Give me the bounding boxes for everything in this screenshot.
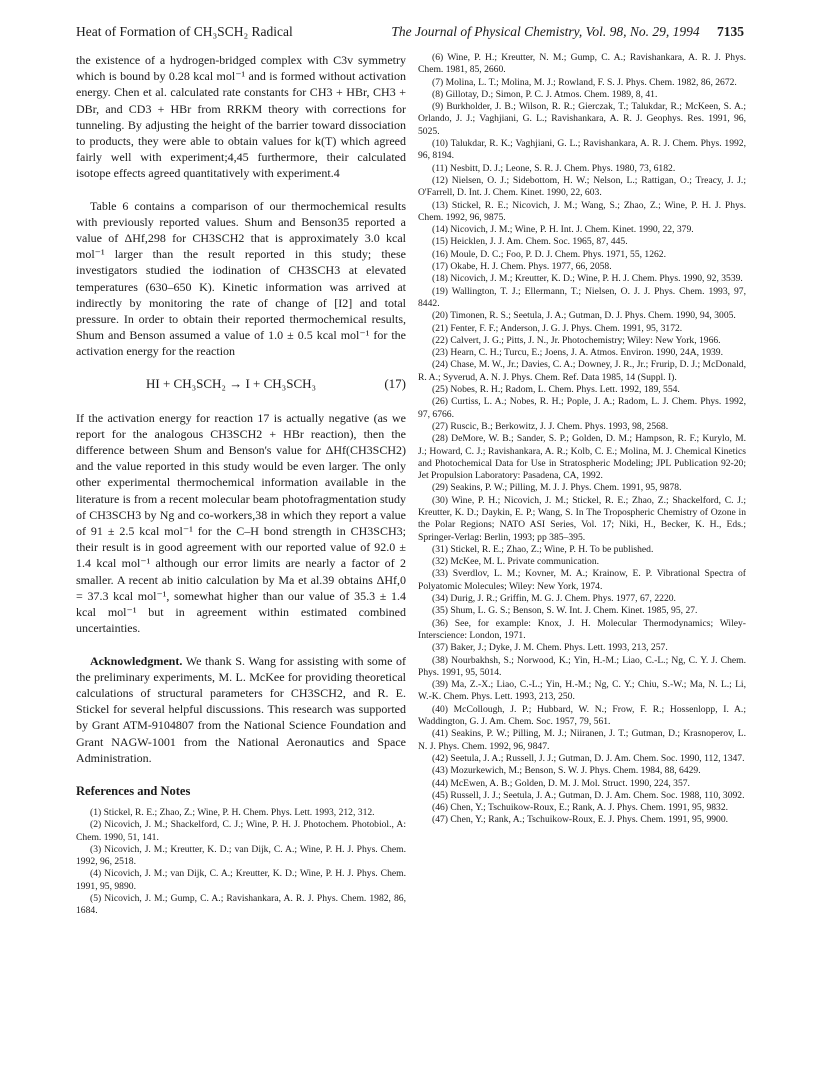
- equation-text: HI + CH₃SCH₂ → I + CH₃SCH₃: [146, 375, 317, 391]
- reference-item: (10) Talukdar, R. K.; Vaghjiani, G. L.; Ravishankara, A. R. J. Chem. Phys. 1992, 96, 8194.: [418, 138, 746, 162]
- body-paragraph-1: the existence of a hydrogen-bridged complex with C3v symmetry which is bound by 0.28 kcal mol⁻¹ and is formed without activation energy. Chen et al. calculated rate constants for CH3 + HBr, CH3 + DBr, and CD3 + HBr from RRKM theory with corrections for tunneling. By adjusting the height of the barrier toward dissociation to products, they were able to obtain values for k(T) which agreed fairly well with experiment;4,45 furthermore, their calculated isotope effects agreed quantitatively with experiment.4: [76, 53, 406, 181]
- reference-item: (1) Stickel, R. E.; Zhao, Z.; Wine, P. H. Chem. Phys. Lett. 1993, 212, 312.: [90, 806, 375, 818]
- page-number: 7135: [717, 24, 744, 39]
- reference-item: (46) Chen, Y.; Tschuikow-Roux, E.; Rank, A. J. Phys. Chem. 1991, 95, 9832.: [432, 802, 729, 814]
- reference-item: (34) Durig, J. R.; Griffin, M. G. J. Chem. Phys. 1977, 67, 2220.: [432, 593, 676, 605]
- reference-item: (25) Nobes, R. H.; Radom, L. Chem. Phys. Lett. 1992, 189, 554.: [432, 384, 680, 396]
- reference-item: (21) Fenter, F. F.; Anderson, J. G. J. Phys. Chem. 1991, 95, 3172.: [432, 322, 683, 334]
- reference-item: (30) Wine, P. H.; Nicovich, J. M.; Stickel, R. E.; Zhao, Z.; Shackelford, C. J.; Kreutter, K. D.; Daykin, E. P.; Wang, S. In The Tropospheric Chemistry of Ozone in the Polar Regions; NATO ASI Series, Vol. 17; Niki, H., Becker, K. H., Eds.; Springer-Verlag: Berlin, 1993; pp 385–395.: [418, 494, 746, 543]
- reference-item: (32) McKee, M. L. Private communication.: [432, 556, 600, 568]
- equation-number: (17): [384, 375, 406, 391]
- reference-item: (20) Timonen, R. S.; Seetula, J. A.; Gutman, D. J. Phys. Chem. 1990, 94, 3005.: [432, 310, 736, 322]
- reference-item: (36) See, for example: Knox, J. H. Molecular Thermodynamics; Wiley-Interscience: London, 1971.: [418, 617, 746, 641]
- references-heading: References and Notes: [76, 783, 191, 798]
- reference-item: (31) Stickel, R. E.; Zhao, Z.; Wine, P. H. To be published.: [432, 543, 654, 555]
- running-title: Heat of Formation of CH₃SCH₂ Radical: [76, 24, 293, 39]
- reference-item: (12) Nielsen, O. J.; Sidebottom, H. W.; Nelson, L.; Rattigan, O.; Treacy, J. J.; O'Farrell, D. Int. J. Chem. Kinet. 1990, 22, 603.: [418, 174, 746, 199]
- right-column: [418, 52, 746, 827]
- reference-item: (17) Okabe, H. J. Chem. Phys. 1977, 66, 2058.: [432, 261, 612, 273]
- reference-item: (8) Gillotay, D.; Simon, P. C. J. Atmos. Chem. 1989, 8, 41.: [432, 88, 658, 100]
- acknowledgment: [76, 653, 406, 766]
- references-list-left: [76, 807, 406, 918]
- reference-item: (41) Seakins, P. W.; Pilling, M. J.; Niiranen, J. T.; Gutman, D.; Krasnoperov, L. N. J. Phys. Chem. 1992, 96, 9847.: [418, 728, 746, 752]
- left-column: [76, 52, 406, 918]
- reference-item: (27) Ruscic, B.; Berkowitz, J. J. Chem. Phys. 1993, 98, 2568.: [432, 420, 669, 432]
- reference-item: (38) Nourbakhsh, S.; Norwood, K.; Yin, H.-M.; Liao, C.-L.; Ng, C. Y. J. Chem. Phys. 1991, 95, 5014.: [418, 654, 746, 678]
- reference-item: (24) Chase, M. W., Jr.; Davies, C. A.; Downey, J. R., Jr.; Frurip, D. J.; McDonald, R. A.; Syverud, A. N. J. Phys. Chem. Ref. Data 1985, 14 (Suppl. I).: [418, 359, 746, 383]
- reference-item: (6) Wine, P. H.; Kreutter, N. M.; Gump, C. A.; Ravishankara, A. R. J. Phys. Chem. 1981, 85, 2660.: [418, 52, 746, 76]
- equation-17: [76, 376, 406, 392]
- journal-header: [391, 24, 744, 40]
- acknowledgment-heading: Acknowledgment.: [90, 653, 183, 668]
- reference-item: (19) Wallington, T. J.; Ellermann, T.; Nielsen, O. J. J. Phys. Chem. 1993, 97, 8442.: [418, 285, 746, 309]
- reference-item: (3) Nicovich, J. M.; Kreutter, K. D.; van Dijk, C. A.; Wine, P. H. J. Phys. Chem. 1992, 96, 2518.: [76, 843, 406, 868]
- references-list-right: [418, 52, 746, 827]
- reference-item: (47) Chen, Y.; Rank, A.; Tschuikow-Roux, E. J. Phys. Chem. 1991, 95, 9900.: [432, 814, 729, 826]
- reference-item: (42) Seetula, J. A.; Russell, J. J.; Gutman, D. J. Am. Chem. Soc. 1990, 112, 1347.: [432, 752, 745, 764]
- reference-item: (37) Baker, J.; Dyke, J. M. Chem. Phys. Lett. 1993, 213, 257.: [432, 642, 668, 654]
- reference-item: (14) Nicovich, J. M.; Wine, P. H. Int. J. Chem. Kinet. 1990, 22, 379.: [432, 224, 694, 236]
- reference-item: (44) McEwen, A. B.; Golden, D. M. J. Mol. Struct. 1990, 224, 357.: [432, 777, 690, 789]
- reference-item: (40) McCollough, J. P.; Hubbard, W. N.; Frow, F. R.; Hossenlopp, I. A.; Waddington, G. J. Am. Chem. Soc. 1957, 79, 561.: [418, 703, 746, 728]
- reference-item: (35) Shum, L. G. S.; Benson, S. W. Int. J. Chem. Kinet. 1985, 95, 27.: [432, 605, 698, 617]
- body-paragraph-3: If the activation energy for reaction 17 is actually negative (as we report for the analogous CH3SCH2 + HBr reaction), then the difference between Shum and Benson's value for ΔHf(CH3SCH2) and the value reported in this study would be even larger. The only other experimental thermochemical information available in the literature is from a recent molecular beam photofragmentation study of CH3SCH3 by Ng and co-workers,38 in which they report a value of 91 ± 2.5 kcal mol⁻¹ for the C–H bond strength in CH3SCH3; their result is in good agreement with our reported value of 92.0 ± 1.4 kcal mol⁻¹ although our error limits are nearly a factor of 2 smaller. A recent ab initio calculation by Ma et al.39 obtains ΔHf,0 = 37.3 kcal mol⁻¹, somewhat higher than our value of 35.3 ± 1.4 kcal mol⁻¹ but in agreement within estimated combined uncertainties.: [76, 410, 406, 636]
- acknowledgment-text: We thank S. Wang for assisting with some of the preliminary experiments, M. L. McKee for providing theoretical calculations of structural parameters for CH3SCH2, and R. E. Stickel for several helpful discussions. This research was supported by Grant ATM-9104807 from the National Science Foundation and Grant NAGW-1001 from the National Aeronautics and Space Administration.: [76, 653, 406, 765]
- reference-item: (26) Curtiss, L. A.; Nobes, R. H.; Pople, J. A.; Radom, L. J. Chem. Phys. 1992, 97, 6766.: [418, 396, 746, 420]
- body-paragraph-2: Table 6 contains a comparison of our thermochemical results with previously reported values. Shum and Benson35 reported a value of ΔHf,298 for CH3SCH2 that is approximately 3.0 kcal mol⁻¹ larger than the result reported in this study; these investigators studied the iodination of CH3SCH3 at elevated temperatures (630–650 K). Kinetic information was arrived at indirectly by monitoring the rate of change of [I2] and total pressure. In order to obtain their reported thermochemical results, Shum and Benson assumed a value of 1.0 ± 0.5 kcal mol⁻¹ for the activation energy for the reaction: [76, 198, 406, 359]
- reference-item: (4) Nicovich, J. M.; van Dijk, C. A.; Kreutter, K. D.; Wine, P. H. J. Phys. Chem. 1991, 95, 9890.: [76, 868, 406, 892]
- reference-item: (18) Nicovich, J. M.; Kreutter, K. D.; Wine, P. H. J. Chem. Phys. 1990, 92, 3539.: [432, 273, 743, 285]
- reference-item: (28) DeMore, W. B.; Sander, S. P.; Golden, D. M.; Hampson, R. F.; Kurylo, M. J.; Howard, C. J.; Ravishankara, A. R.; Kolb, C. E.; Molina, M. J. Chemical Kinetics and Photochemical Data for Use in Stratospheric Modeling; JPL Publication 92-20; Jet Propulsion Laboratory: Pasadena, CA, 1992.: [418, 433, 746, 482]
- reference-item: (11) Nesbitt, D. J.; Leone, S. R. J. Chem. Phys. 1980, 73, 6182.: [432, 162, 676, 174]
- journal-citation: The Journal of Physical Chemistry, Vol. 98, No. 29, 1994: [391, 24, 700, 39]
- reference-item: (16) Moule, D. C.; Foo, P. D. J. Chem. Phys. 1971, 55, 1262.: [432, 248, 666, 260]
- reference-item: (7) Molina, L. T.; Molina, M. J.; Rowland, F. S. J. Phys. Chem. 1982, 86, 2672.: [432, 76, 737, 88]
- reference-item: (29) Seakins, P. W.; Pilling, M. J. J. Phys. Chem. 1991, 95, 9878.: [432, 482, 682, 494]
- reference-item: (23) Hearn, C. H.; Turcu, E.; Joens, J. A. Atmos. Environ. 1990, 24A, 1939.: [432, 347, 724, 359]
- reference-item: (45) Russell, J. J.; Seetula, J. A.; Gutman, D. J. Am. Chem. Soc. 1988, 110, 3092.: [432, 789, 745, 801]
- reference-item: (5) Nicovich, J. M.; Gump, C. A.; Ravishankara, A. R. J. Phys. Chem. 1982, 86, 1684.: [76, 893, 406, 917]
- reference-item: (9) Burkholder, J. B.; Wilson, R. R.; Gierczak, T.; Talukdar, R.; McKeen, S. A.; Orlando, J. J.; Vaghjiani, G. L.; Ravishankara, A. R. J. Geophys. Res. 1991, 96, 5025.: [418, 101, 746, 137]
- reference-item: (22) Calvert, J. G.; Pitts, J. N., Jr. Photochemistry; Wiley: New York, 1966.: [432, 334, 721, 346]
- reference-item: (2) Nicovich, J. M.; Shackelford, C. J.; Wine, P. H. J. Photochem. Photobiol., A: Chem. 1990, 51, 141.: [76, 819, 406, 843]
- reference-item: (15) Heicklen, J. J. Am. Chem. Soc. 1965, 87, 445.: [432, 236, 628, 248]
- reference-item: (43) Mozurkewich, M.; Benson, S. W. J. Phys. Chem. 1984, 88, 6429.: [432, 765, 701, 777]
- reference-item: (13) Stickel, R. E.; Nicovich, J. M.; Wang, S.; Zhao, Z.; Wine, P. H. J. Phys. Chem. 1992, 96, 9875.: [418, 199, 746, 223]
- reference-item: (33) Sverdlov, L. M.; Kovner, M. A.; Krainow, E. P. Vibrational Spectra of Polyatomic Molecules; Wiley: New York, 1974.: [418, 568, 746, 592]
- reference-item: (39) Ma, Z.-X.; Liao, C.-L.; Yin, H.-M.; Ng, C. Y.; Chiu, S.-W.; Ma, N. L.; Li, W.-K. Chem. Phys. Lett. 1993, 213, 250.: [418, 679, 746, 703]
